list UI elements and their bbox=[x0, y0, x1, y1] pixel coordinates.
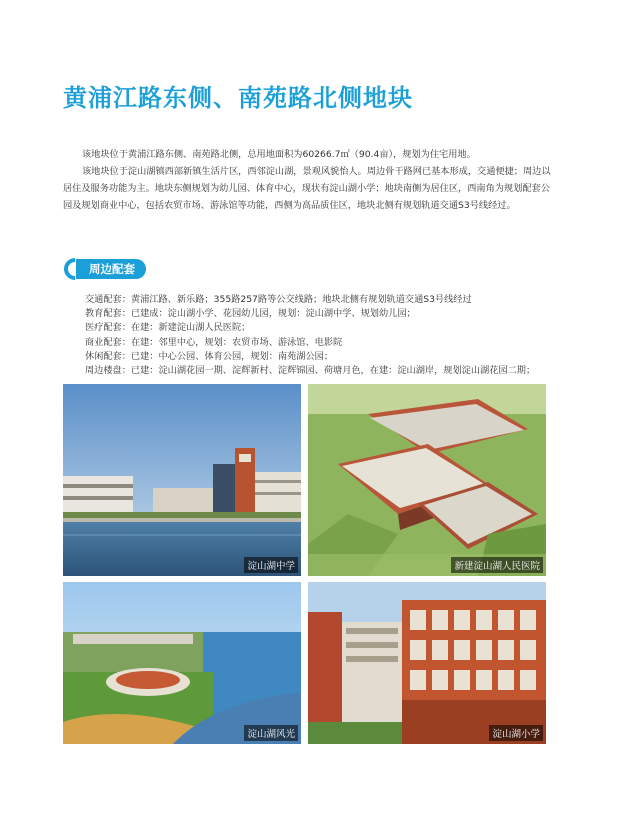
photo-hospital bbox=[308, 384, 546, 576]
facilities-list bbox=[85, 293, 535, 378]
intro-paragraph: 该地块位于黄浦江路东侧、南苑路北侧，总用地面积为60266.7㎡（90.4亩），规划为住宅用地。 bbox=[82, 149, 476, 160]
facility-item: 休闲配套：已建：中心公园、体育公园，规划：南苑湖公园； bbox=[85, 350, 334, 362]
photo-caption: 新建淀山湖人民医院 bbox=[451, 557, 543, 573]
facility-item: 交通配套：黄浦江路、新乐路；355路257路等公交线路；地块北侧有规划轨道交通S3号线经过 bbox=[85, 294, 472, 305]
facility-item: 商业配套：在建：邻里中心，规划：农贸市场、游泳馆、电影院 bbox=[85, 336, 343, 348]
page-title: 黄浦江路东侧、南苑路北侧地块 bbox=[63, 84, 413, 112]
primary-school-image bbox=[308, 582, 546, 744]
facility-item: 医疗配套：在建：新建淀山湖人民医院； bbox=[85, 322, 251, 334]
photo-middle-school bbox=[63, 384, 301, 576]
photo-caption: 淀山湖中学 bbox=[244, 557, 298, 573]
photo-caption: 淀山湖风光 bbox=[244, 725, 298, 741]
section-heading: 周边配套 bbox=[89, 262, 135, 276]
intro-paragraph: 该地块位于淀山湖镇西部新镇生活片区，西邻淀山湖，景观风貌怡人。周边骨干路网已基本形成，交通便捷；周边以居住及服务功能为主。地块东侧规划为幼儿园、体育中心，现状有淀山湖小学；地块南侧为居住区，西南角为规划配套公园及规划商业中心，包括农贸市场、游泳馆等功能，西侧为高品质住区，地块北侧有规划轨道交通S3号线经过。 bbox=[63, 166, 551, 211]
school-building-image bbox=[63, 384, 301, 576]
intro-text bbox=[63, 146, 553, 214]
photo-primary-school bbox=[308, 582, 546, 744]
facility-item: 教育配套：已建成：淀山湖小学、花园幼儿园，规划：淀山湖中学、规划幼儿园； bbox=[85, 308, 416, 320]
facility-item: 周边楼盘：已建：淀山湖花园一期、淀辉新村、淀辉锦园、荷塘月色，在建：淀山湖岸，规划淀山湖花园二期； bbox=[85, 365, 536, 377]
photo-lake bbox=[63, 582, 301, 744]
photo-caption: 淀山湖小学 bbox=[489, 725, 543, 741]
hospital-aerial-image bbox=[308, 384, 546, 576]
lake-scenery-image bbox=[63, 582, 301, 744]
